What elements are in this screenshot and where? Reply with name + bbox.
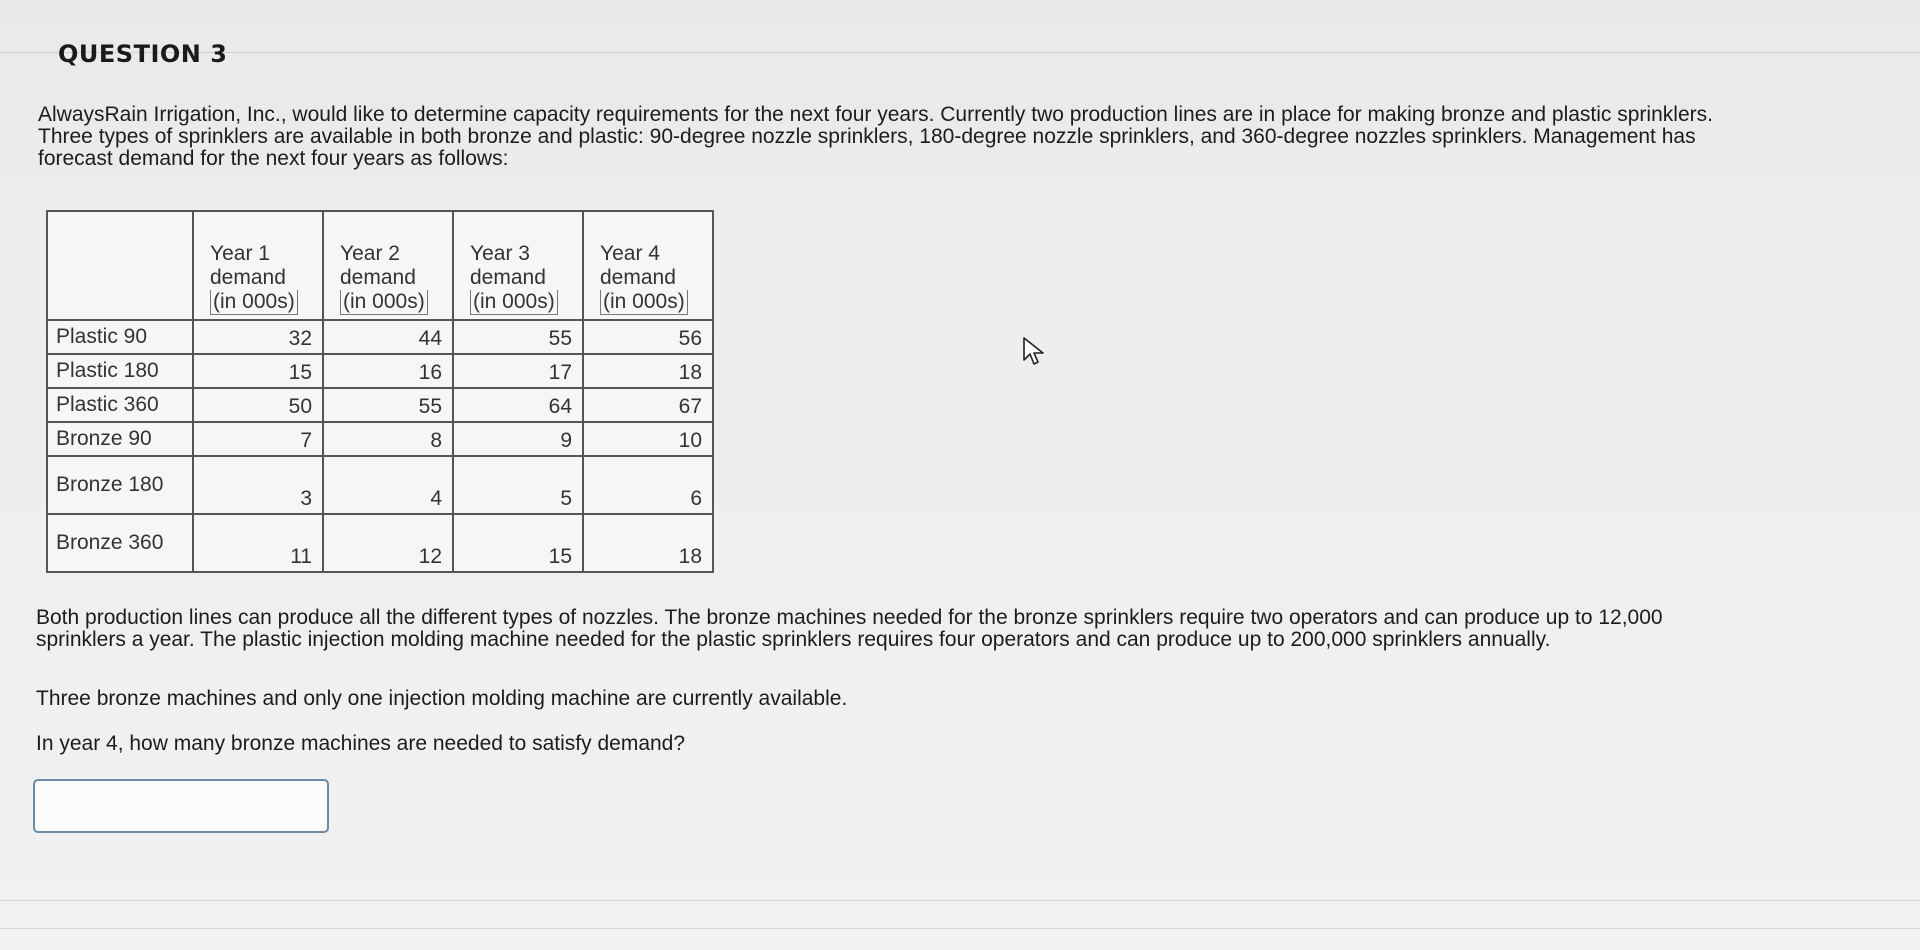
cell-year-4: 6 xyxy=(583,456,713,514)
cell-year-2: 16 xyxy=(323,354,453,388)
cell-year-2: 44 xyxy=(323,320,453,354)
cell-year-1: 3 xyxy=(193,456,323,514)
header-year-3-line2: demand xyxy=(470,266,546,289)
header-year-3 xyxy=(453,211,583,320)
demand-table xyxy=(46,210,714,573)
table-row xyxy=(47,388,713,422)
answer-input[interactable] xyxy=(33,779,329,833)
cell-year-1: 32 xyxy=(193,320,323,354)
cell-year-1: 50 xyxy=(193,388,323,422)
cell-year-3: 64 xyxy=(453,388,583,422)
header-year-2-line2: demand xyxy=(340,266,416,289)
header-year-1 xyxy=(193,211,323,320)
table-row xyxy=(47,456,713,514)
table-row xyxy=(47,422,713,456)
intro-line-1: AlwaysRain Irrigation, Inc., would like to determine capacity requirements for the next four years. Currently two production lines are in place for making bronze and plastic sprinklers. xyxy=(38,103,1713,126)
header-year-1-line1: Year 1 xyxy=(210,242,270,265)
header-year-4-line3: (in 000s) xyxy=(600,290,688,315)
header-year-4-line1: Year 4 xyxy=(600,242,660,265)
table-row xyxy=(47,514,713,572)
cell-year-3: 17 xyxy=(453,354,583,388)
cell-year-4: 10 xyxy=(583,422,713,456)
row-label: Bronze 90 xyxy=(47,422,193,456)
cell-year-4: 18 xyxy=(583,354,713,388)
cell-year-2: 8 xyxy=(323,422,453,456)
cell-year-2: 55 xyxy=(323,388,453,422)
intro-line-2: Three types of sprinklers are available in both bronze and plastic: 90-degree nozzle sprinklers, 180-degree nozzle sprinklers, and 360-degree nozzles sprinklers. Management has xyxy=(38,125,1696,148)
header-year-2-line3: (in 000s) xyxy=(340,290,428,315)
cell-year-3: 15 xyxy=(453,514,583,572)
row-label: Plastic 360 xyxy=(47,388,193,422)
divider-top xyxy=(0,52,1920,53)
cell-year-2: 12 xyxy=(323,514,453,572)
header-year-2 xyxy=(323,211,453,320)
row-label: Plastic 90 xyxy=(47,320,193,354)
cell-year-2: 4 xyxy=(323,456,453,514)
divider-bottom xyxy=(0,900,1920,901)
question-title: QUESTION 3 xyxy=(58,40,228,68)
cell-year-4: 56 xyxy=(583,320,713,354)
header-year-1-line2: demand xyxy=(210,266,286,289)
mouse-pointer-icon xyxy=(1022,336,1048,366)
row-label: Bronze 360 xyxy=(47,514,193,572)
cell-year-4: 18 xyxy=(583,514,713,572)
production-lines-paragraph xyxy=(36,607,1876,651)
intro-line-3: forecast demand for the next four years as follows: xyxy=(38,147,509,170)
header-year-4 xyxy=(583,211,713,320)
table-header-row xyxy=(47,211,713,320)
header-empty-cell xyxy=(47,211,193,320)
header-year-4-line2: demand xyxy=(600,266,676,289)
paragraph-line-2: sprinklers a year. The plastic injection molding machine needed for the plastic sprinklers requires four operators and can produce up to 200,000 sprinklers annually. xyxy=(36,628,1551,651)
cell-year-1: 11 xyxy=(193,514,323,572)
header-year-3-line3: (in 000s) xyxy=(470,290,558,315)
table-row xyxy=(47,354,713,388)
divider-bottom-2 xyxy=(0,928,1920,929)
question-intro xyxy=(38,104,1868,170)
question-prompt: In year 4, how many bronze machines are needed to satisfy demand? xyxy=(36,732,686,755)
machines-available-text: Three bronze machines and only one injection molding machine are currently available. xyxy=(36,687,848,710)
header-year-3-line1: Year 3 xyxy=(470,242,530,265)
header-year-2-line1: Year 2 xyxy=(340,242,400,265)
cell-year-4: 67 xyxy=(583,388,713,422)
cell-year-1: 15 xyxy=(193,354,323,388)
cell-year-3: 55 xyxy=(453,320,583,354)
table-row xyxy=(47,320,713,354)
row-label: Plastic 180 xyxy=(47,354,193,388)
cell-year-1: 7 xyxy=(193,422,323,456)
paragraph-line-1: Both production lines can produce all the different types of nozzles. The bronze machines needed for the bronze sprinklers require two operators and can produce up to 12,000 xyxy=(36,606,1663,629)
header-year-1-line3: (in 000s) xyxy=(210,290,298,315)
cell-year-3: 5 xyxy=(453,456,583,514)
cell-year-3: 9 xyxy=(453,422,583,456)
row-label: Bronze 180 xyxy=(47,456,193,514)
